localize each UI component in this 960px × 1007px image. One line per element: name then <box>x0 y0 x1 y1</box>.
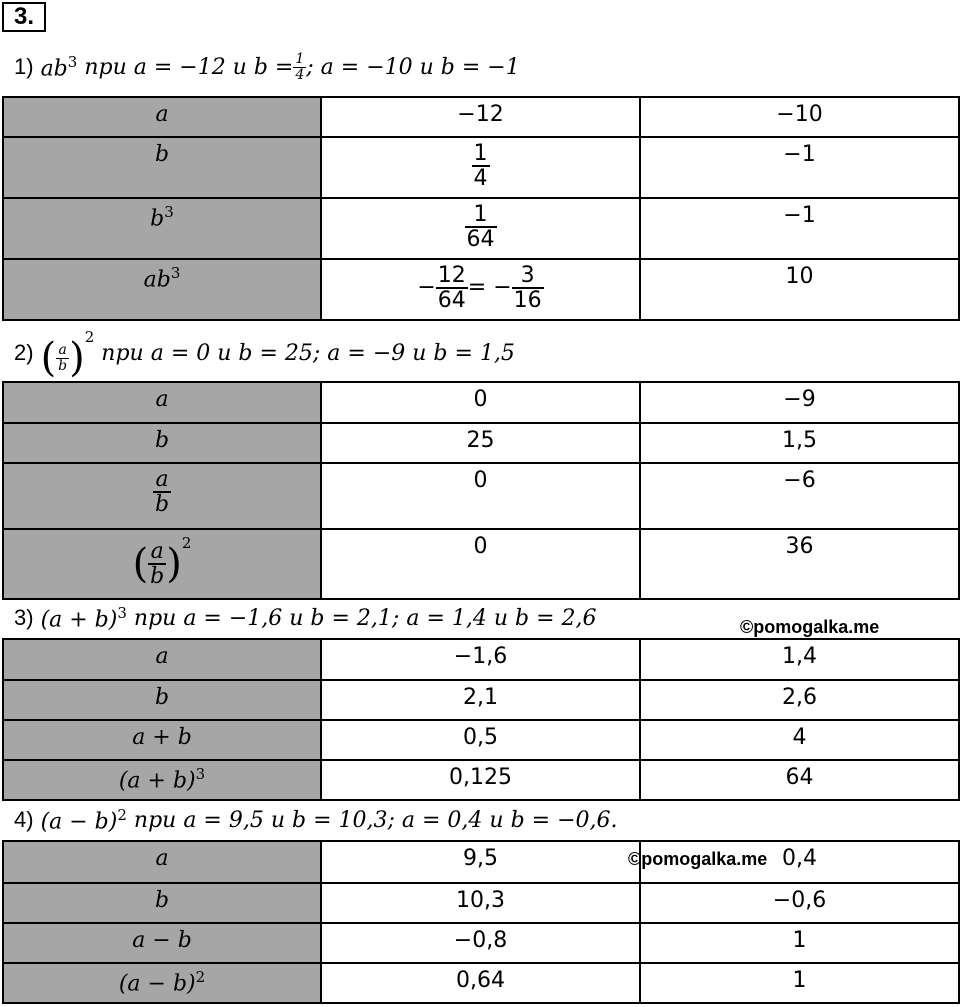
value-cell: −10 <box>640 97 959 137</box>
exercise-number: 3. <box>2 2 46 32</box>
value-cell: 9,5 <box>321 841 640 883</box>
row-label: a − b <box>3 923 321 963</box>
value-cell: 0 <box>321 463 640 529</box>
task-1-table <box>2 96 960 321</box>
watermark: ©pomogalka.me <box>740 617 880 637</box>
task-3-label: 3) <box>14 605 34 631</box>
task-2-statement <box>14 328 515 381</box>
value-cell: 0,64 <box>321 963 640 1003</box>
value-cell: − $\frac{12}{64}$ = − $\frac{3}{16}$ <box>321 259 640 320</box>
value-cell: 36 <box>640 529 959 599</box>
row-label: b <box>3 883 321 923</box>
row-label: $\frac{a}{b}$ <box>3 463 321 529</box>
table-row <box>3 529 959 599</box>
value-cell: −6 <box>640 463 959 529</box>
value-cell: $\frac{1}{64}$ <box>321 198 640 259</box>
task-4-label: 4) <box>14 807 34 833</box>
value-cell: 64 <box>640 760 959 800</box>
table-row <box>3 639 959 680</box>
value-cell: $\frac{1}{4}$ <box>321 137 640 198</box>
value-cell: −1 <box>640 137 959 198</box>
row-label: b <box>3 137 321 198</box>
row-label: $ab^3$ <box>3 259 321 320</box>
row-label: a <box>3 841 321 883</box>
value-cell: 4 <box>640 720 959 760</box>
table-row <box>3 198 959 259</box>
task-1-label: 1) <box>14 54 34 80</box>
row-label: ( $\frac{a}{b}$ )$^2$ <box>3 529 321 599</box>
value-cell: −0,6 <box>640 883 959 923</box>
row-label: b <box>3 423 321 463</box>
task-1-condition-a: при a = −12 и b = <box>84 54 294 80</box>
table-row <box>3 97 959 137</box>
table-row <box>3 923 959 963</box>
task-4-condition: при a = 9,5 и b = 10,3; a = 0,4 и b = −0,6. <box>133 807 618 833</box>
task-4-table <box>2 840 960 1004</box>
task-1-condition-fraction: $\frac{1}{4}$ <box>295 51 305 83</box>
table-row <box>3 382 959 423</box>
watermark: ©pomogalka.me <box>628 849 768 869</box>
task-1-expression: $ab^3$ <box>40 53 78 82</box>
value-cell: 2,1 <box>321 680 640 720</box>
task-3-statement <box>14 604 597 632</box>
task-3-table <box>2 638 960 801</box>
table-row <box>3 963 959 1003</box>
task-1-statement <box>14 52 520 82</box>
value-cell: 25 <box>321 423 640 463</box>
task-4-statement <box>14 806 618 834</box>
value-cell: 1,5 <box>640 423 959 463</box>
table-row <box>3 137 959 198</box>
task-3-expression: $(a + b)^3$ <box>40 604 127 633</box>
value-cell: 0 <box>321 382 640 423</box>
table-row <box>3 259 959 320</box>
row-label: b <box>3 680 321 720</box>
value-cell: 1 <box>640 963 959 1003</box>
table-row <box>3 720 959 760</box>
table-row <box>3 680 959 720</box>
value-cell: −9 <box>640 382 959 423</box>
row-label: a <box>3 382 321 423</box>
value-cell: 0 <box>321 529 640 599</box>
value-cell: −1,6 <box>321 639 640 680</box>
task-2-table <box>2 381 960 600</box>
row-label: a + b <box>3 720 321 760</box>
value-cell: 10 <box>640 259 959 320</box>
value-cell: 1,4 <box>640 639 959 680</box>
task-2-condition: при a = 0 и b = 25; a = −9 и b = 1,5 <box>101 340 515 366</box>
table-row <box>3 883 959 923</box>
value-cell: 2,6 <box>640 680 959 720</box>
row-label: $b^3$ <box>3 198 321 259</box>
task-2-label: 2) <box>14 340 34 365</box>
row-label: a <box>3 639 321 680</box>
row-label: $(a + b)^3$ <box>3 760 321 800</box>
task-4-expression: $(a - b)^2$ <box>40 806 127 835</box>
value-cell: −12 <box>321 97 640 137</box>
value-cell: 0,5 <box>321 720 640 760</box>
value-cell: −1 <box>640 198 959 259</box>
table-row <box>3 841 959 883</box>
value-cell: 0,4 <box>640 841 959 883</box>
row-label: $(a - b)^2$ <box>3 963 321 1003</box>
value-cell: 10,3 <box>321 883 640 923</box>
row-label: a <box>3 97 321 137</box>
table-row <box>3 423 959 463</box>
table-row <box>3 760 959 800</box>
value-cell: −0,8 <box>321 923 640 963</box>
task-3-condition: при a = −1,6 и b = 2,1; a = 1,4 и b = 2,6 <box>133 605 597 631</box>
task-2-expression: ( $\frac{a}{b}$ )$^2$ <box>40 328 95 381</box>
value-cell: 0,125 <box>321 760 640 800</box>
value-cell: 1 <box>640 923 959 963</box>
task-1-condition-b: ; a = −10 и b = −1 <box>306 54 520 80</box>
table-row <box>3 463 959 529</box>
